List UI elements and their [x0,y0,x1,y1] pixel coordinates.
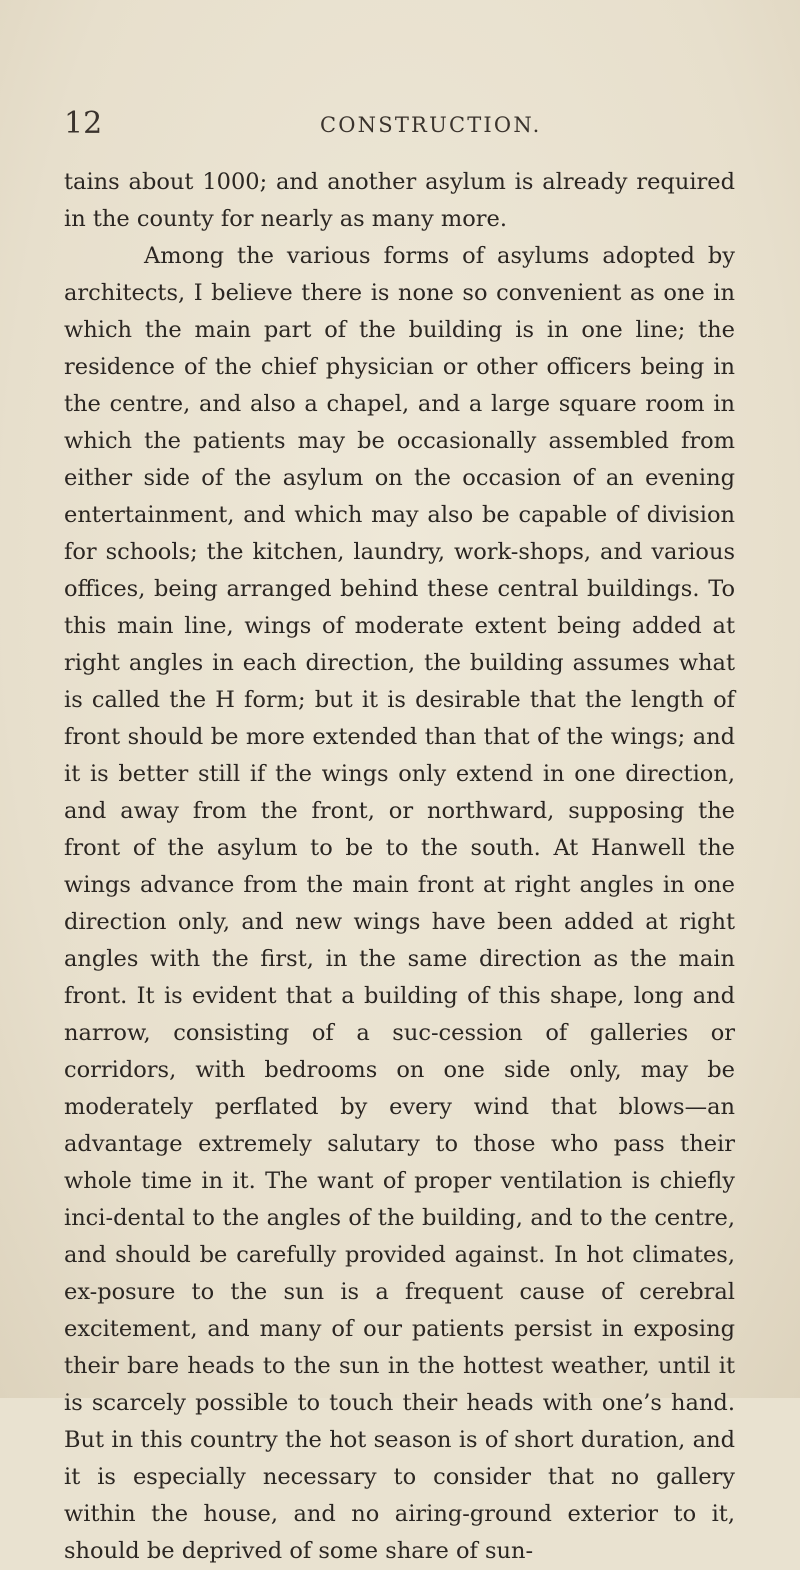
page-header [64,104,744,144]
body-text [64,164,735,1570]
page-number: 12 [64,106,103,141]
paragraph-continuation: tains about 1000; and another asylum is already required in the county for nearly as many more. [64,169,735,232]
paragraph-asylum-forms: Among the various forms of asylums adopted by architects, I believe there is none so convenient as one in which the main part of the building is in one line; the residence of the chief physician or other officers being in the centre, and also a chapel, and a large square room in which the patients may be occasionally assembled from either side of the asylum on the occasion of an evening entertainment, and which may also be capable of division for schools; the kitchen, laundry, work-shops, and various offices, being arranged behind these central buildings. To this main line, wings of moderate extent being added at right angles in each direction, the building assumes what is called the H form; but it is desirable that the length of front should be more extended than that of the wings; and it is better still if the wings only extend in one direction, and away from the front, or northward, supposing the front of the asylum to be to the south. At Hanwell the wings advance from the main front at right angles in one direction only, and new wings have been added at right angles with the first, in the same direction as the main front. It is evident that a building of this shape, long and narrow, consisting of a suc-cession of galleries or corridors, with bedrooms on one side only, may be moderately perflated by every wind that blows—an advantage extremely salutary to those who pass their whole time in it. The want of proper ventilation is chiefly inci-dental to the angles of the building, and to the centre, and should be carefully provided against. In hot climates, ex-posure to the sun is a frequent cause of cerebral excitement, and many of our patients persist in exposing their bare heads to the sun in the hottest weather, until it is scarcely possible to touch their heads with one’s hand. But in this country the hot season is of short duration, and it is especially necessary to consider that no gallery within the house, and no airing-ground exterior to it, should be deprived of some share of sun- [64,243,735,1564]
running-head: CONSTRUCTION. [320,113,542,137]
